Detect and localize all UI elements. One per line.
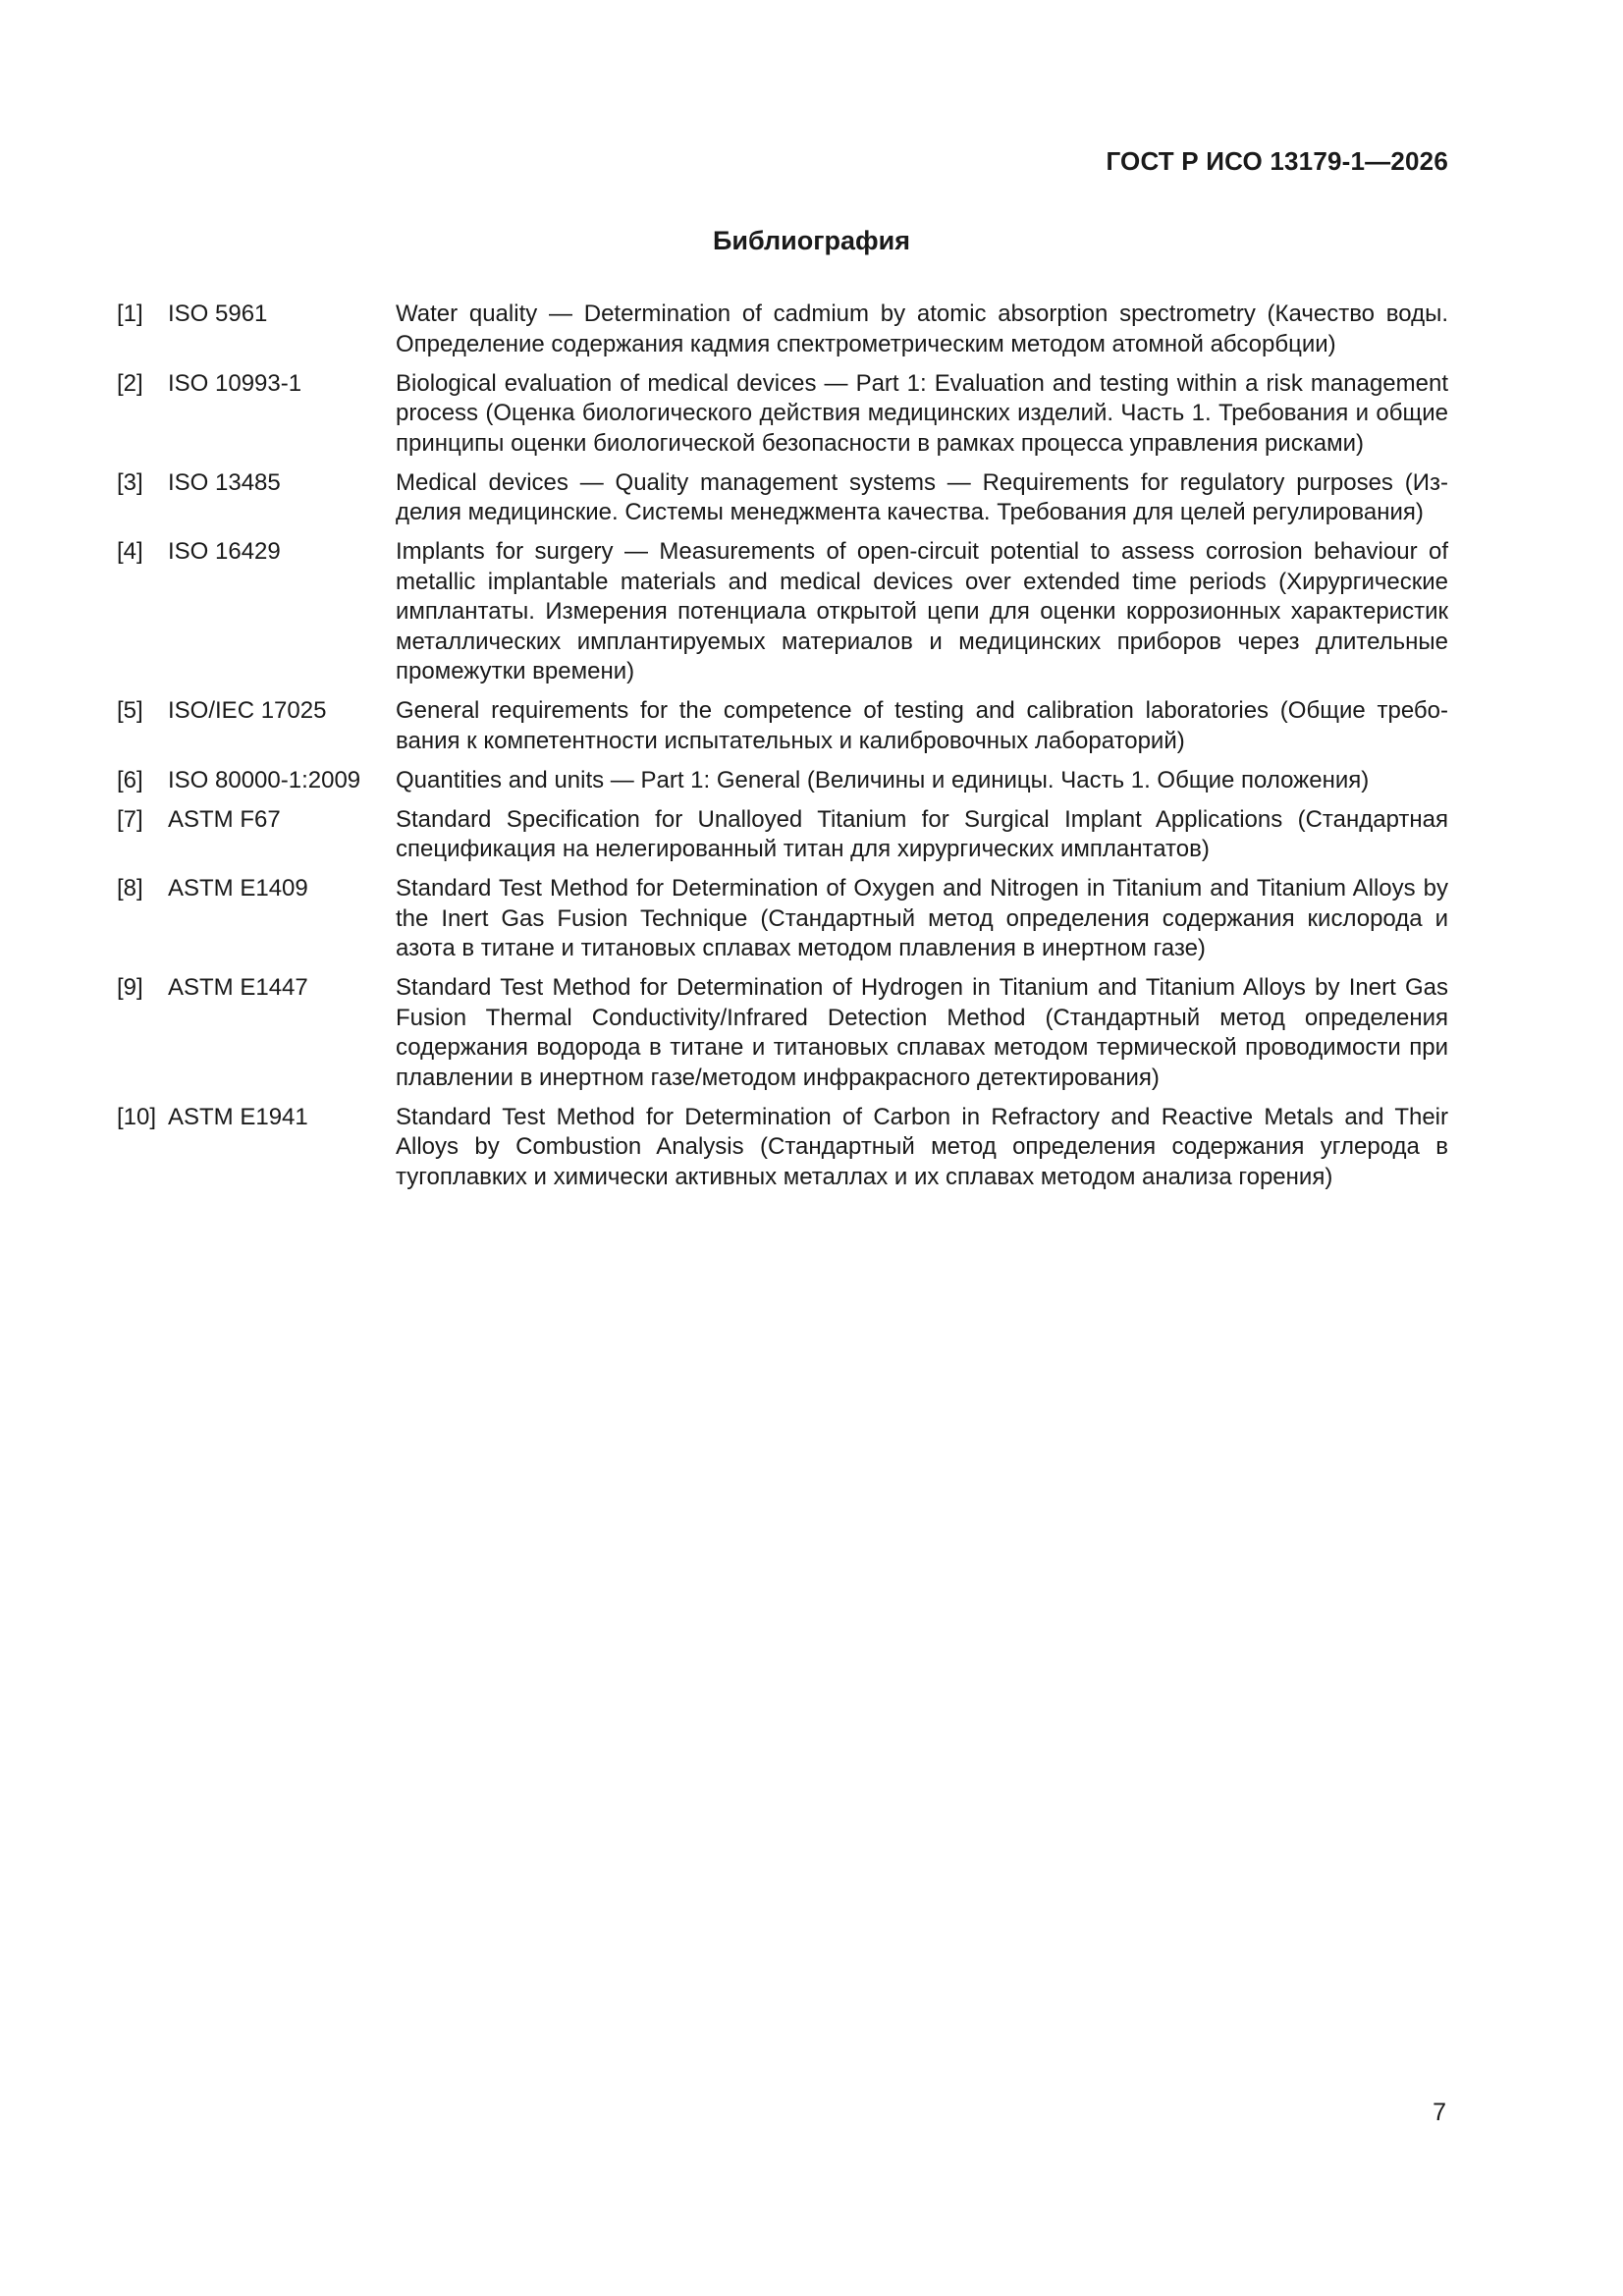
standard-designation: ГОСТ Р ИСО 13179-1—2026 [1106,146,1448,176]
entry-title: Standard Test Method for Determination of Oxygen and Nitrogen in Titanium and Titanium Alloys by the Inert Gas Fusion Technique (Стандартный метод определения содержания кислорода и азота в титане и титановых сплавах методом плавления в инертном газе) [396,875,1448,961]
entry-number: [1] [117,301,143,327]
page-number: 7 [1433,2099,1446,2126]
entry-standard-code: ISO/IEC 17025 [168,697,327,724]
bibliography-list [117,300,1448,1202]
entry-number: [6] [117,766,143,793]
entry-standard-code: ASTM F67 [168,805,281,833]
entry-standard-code: ISO 80000-1:2009 [168,766,361,793]
entry-standard-code: ASTM E1941 [168,1103,308,1130]
entry-standard-code: ISO 16429 [168,538,281,565]
entry-title: Biological evaluation of medical devices — Part 1: Evaluation and testing within a risk management process (Оценка биологического действия медицинских изделий. Часть 1. Требования и общие принципы оценки биологической безопасности в рамках процесса управления рисками) [396,369,1448,457]
bibliography-entry [117,300,1448,359]
entry-title: Standard Test Method for Determination of Carbon in Refractory and Reactive Metals and Their Alloys by Combustion Analysis (Стандартный метод определения содержания углерода в тугоплавких и химически активных металлах и их сплавах методом анализа горения) [396,1103,1448,1190]
entry-number: [2] [117,369,143,397]
entry-title: Implants for surgery — Measurements of open-circuit potential to assess corrosion behaviour of metallic implantable materials and medical devices over extended time periods (Хирургические имплантаты. Измерения потенциала открытой цепи для оценки коррозионных характеристик металлических имплантируемых материалов и медицинских приборов через длительные промежутки времени) [396,538,1448,684]
entry-title: Standard Test Method for Determination of Hydrogen in Titanium and Titanium Alloys by Inert Gas Fusion Thermal Conductivity/Infrared Detection Method (Стандартный метод определения содержания водорода в титане и титановых сплавах методом термической проводимости при плавлении в инертном газе/методом инфракрасного детектирования) [396,974,1448,1091]
entry-number: [9] [117,974,143,1001]
section-title: Библиография [713,226,910,255]
entry-number: [8] [117,875,143,902]
entry-standard-code: ISO 13485 [168,468,281,496]
entry-number: [4] [117,538,143,565]
bibliography-entry [117,805,1448,865]
entry-title: Standard Specification for Unalloyed Titanium for Surgical Implant Applications (Стандартная спецификация на нелегированный титан для хирургических имплантатов) [396,805,1448,862]
entry-number: [10] [117,1103,157,1130]
entry-standard-code: ISO 10993-1 [168,369,302,397]
bibliography-entry [117,537,1448,687]
bibliography-entry [117,973,1448,1093]
bibliography-entry [117,1103,1448,1193]
entry-standard-code: ISO 5961 [168,301,268,327]
bibliography-entry [117,766,1448,796]
entry-standard-code: ASTM E1447 [168,974,308,1001]
bibliography-entry [117,468,1448,528]
bibliography-entry [117,369,1448,460]
bibliography-entry [117,696,1448,756]
entry-title: Water quality — Determination of cadmium by atomic absorption spectrometry (Качество воды. Определение содержания кадмия спектрометрическим методом атомной абсорбции) [396,301,1448,357]
entry-number: [3] [117,468,143,496]
entry-title: General requirements for the competence of testing and calibration laboratories (Общие требования к компетентности испытательных и калибровочных лабораторий) [396,697,1448,754]
entry-title: Medical devices — Quality management systems — Requirements for regulatory purposes (Изделия медицинские. Системы менеджмента качества. Требования для целей регулирования) [396,468,1448,525]
entry-standard-code: ASTM E1409 [168,875,308,902]
entry-number: [7] [117,805,143,833]
entry-title: Quantities and units — Part 1: General (Величины и единицы. Часть 1. Общие положения) [396,766,1370,793]
bibliography-entry [117,874,1448,964]
entry-number: [5] [117,697,143,724]
